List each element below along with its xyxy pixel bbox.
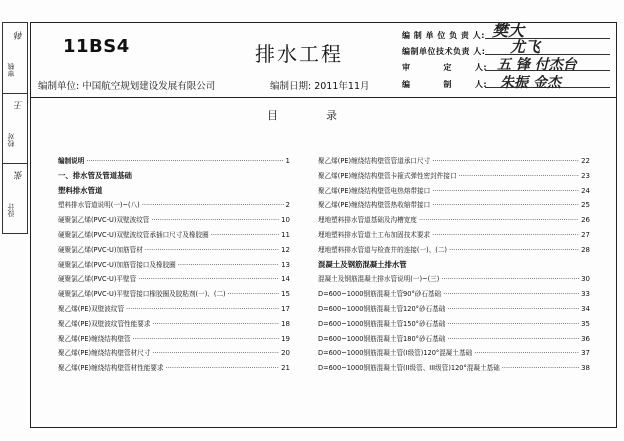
toc-entry-page: 18 <box>281 319 290 328</box>
toc-leader-dots <box>166 361 279 376</box>
resp-label-unit-head: 编 制 单 位 负 责 人: <box>402 31 485 40</box>
toc-leader-dots <box>145 243 279 258</box>
toc-entry[interactable] <box>318 243 590 258</box>
toc-entry-title: D=600~1000钢筋混凝土管120°砂石基础 <box>318 304 446 313</box>
toc-entry-page: 25 <box>581 201 590 210</box>
toc-entry-title: 混凝土及钢筋混凝土排水管说明(一)~(三) <box>318 275 440 284</box>
toc-leader-dots <box>447 332 579 347</box>
toc-entry[interactable] <box>318 332 590 347</box>
toc-entry-page: 26 <box>581 216 590 225</box>
toc-entry-title: 埋地塑料排水管道基础及沟槽宽度 <box>318 216 417 225</box>
toc-entry-title: 编制说明 <box>58 157 85 165</box>
toc-entry-page: 10 <box>281 216 290 225</box>
toc-entry[interactable] <box>58 332 290 347</box>
toc-entry[interactable] <box>318 198 590 213</box>
toc-leader-dots <box>459 169 580 184</box>
toc-leader-dots <box>443 287 579 302</box>
signature-approver: 五 锋 付杰台 <box>497 57 577 73</box>
header-divider <box>30 97 616 98</box>
toc-entry-title: 聚乙烯(PE)双壁波纹管 <box>58 304 125 313</box>
toc-leader-dots <box>449 243 579 258</box>
toc-entry-title: 硬聚氯乙烯(PVC-U)平壁管接口橡胶圈及胶粘剂(一)、(二) <box>58 290 226 299</box>
toc-entry[interactable] <box>318 287 590 302</box>
toc-leader-dots <box>432 198 579 213</box>
toc-entry[interactable] <box>58 198 290 213</box>
margin-approval-strip <box>2 22 28 234</box>
toc-leader-dots <box>86 154 283 169</box>
toc-entry[interactable] <box>318 302 590 317</box>
toc-entry-page: 37 <box>581 349 590 358</box>
toc-entry-page: 21 <box>281 364 290 373</box>
strip-cell-review <box>3 23 27 94</box>
toc-entry-title: 塑料排水管道说明(一)~(八) <box>58 201 140 210</box>
strip-signature-review: 韩 <box>15 31 25 40</box>
toc-entry-page: 35 <box>581 319 590 328</box>
strip-label-review: 审核 <box>7 63 15 77</box>
toc-entry[interactable] <box>58 272 290 287</box>
toc-entry[interactable] <box>318 169 590 184</box>
toc-entry-title: 埋地塑料排水管道土工布加固技术要求 <box>318 230 431 239</box>
toc-entry-title: 聚乙烯(PE)缠绕结构壁管管道承口尺寸 <box>318 157 431 165</box>
toc-leader-dots <box>133 332 279 347</box>
toc-entry-title: 聚乙烯(PE)缠绕结构壁管材尺寸 <box>58 349 151 358</box>
strip-label-design: 设计 <box>7 203 15 217</box>
compiling-unit: 编制单位: 中国航空规划建设发展有限公司 <box>38 81 216 92</box>
toc-entry-title: 聚乙烯(PE)缠绕结构壁管卡箍式弹性密封件接口 <box>318 171 457 180</box>
toc-entry-page: 33 <box>581 290 590 299</box>
toc-leader-dots <box>447 317 579 332</box>
signature-tech-head: 尤飞 <box>510 38 541 56</box>
toc-entry[interactable] <box>318 272 590 287</box>
atlas-title: 排水工程 <box>255 42 343 66</box>
toc-entry-page: 30 <box>581 275 590 284</box>
toc-entry[interactable] <box>318 317 590 332</box>
toc-entry-title: 硬聚氯乙烯(PVC-U)加筋管接口及橡胶圈 <box>58 260 176 269</box>
toc-entry-title: D=600~1000钢筋混凝土管90°砂石基础 <box>318 290 442 299</box>
toc-leader-dots <box>502 361 579 376</box>
toc-entry-page: 17 <box>281 304 290 313</box>
resp-label-compiler: 编 制 人: <box>402 80 488 89</box>
toc-leader-dots <box>441 272 579 287</box>
toc-entry-page: 11 <box>281 230 290 239</box>
toc-title-left: 目 <box>267 109 280 122</box>
toc-title <box>267 107 339 123</box>
toc-entry-title: 硬聚氯乙烯(PVC-U)加筋管材 <box>58 245 143 254</box>
strip-cell-check <box>3 93 27 164</box>
toc-entry[interactable] <box>58 154 290 169</box>
toc-entry-title: 硬聚氯乙烯(PVC-U)双壁波纹管承插口尺寸及橡胶圈 <box>58 230 209 239</box>
toc-leader-dots <box>142 198 284 213</box>
toc-entry-title: D=600~1000钢筋混凝土管(I级管)120°混凝土基础 <box>318 349 473 358</box>
toc-entry-page: 27 <box>581 230 590 239</box>
toc-section-heading: 混凝土及钢筋混凝土排水管 <box>318 259 407 269</box>
resp-label-approver: 审 定 人: <box>402 63 488 72</box>
toc-section-heading: 一、排水管及管道基础 <box>58 170 132 180</box>
toc-entry-page: 23 <box>581 171 590 180</box>
toc-entry-page: 12 <box>281 245 290 254</box>
toc-entry[interactable] <box>58 361 290 376</box>
toc-entry-page: 38 <box>581 364 590 373</box>
toc-entry[interactable] <box>58 317 290 332</box>
compile-date: 编制日期: 2011年11月 <box>270 81 370 92</box>
toc-entry[interactable] <box>318 213 590 228</box>
toc-entry[interactable] <box>58 228 290 243</box>
toc-leader-dots <box>432 154 579 169</box>
toc-leader-dots <box>447 302 579 317</box>
toc-entry-title: 聚乙烯(PE)双壁波纹管性能要求 <box>58 319 151 328</box>
resp-label-tech-head: 编制单位技术负责 人: <box>402 47 486 56</box>
toc-entry-page: 28 <box>581 245 590 254</box>
toc-entry-page: 15 <box>281 290 290 299</box>
toc-entry-title: 埋地塑料排水管道与检查井的连接(一)、(二) <box>318 245 447 254</box>
toc-leader-dots <box>432 228 579 243</box>
toc-entry-title: 硬聚氯乙烯(PVC-U)双壁波纹管 <box>58 216 150 225</box>
toc-leader-dots <box>211 228 279 243</box>
toc-section-heading: 塑料排水管道 <box>58 185 103 195</box>
toc-entry-title: 聚乙烯(PE)缠绕结构壁管热收缩带接口 <box>318 201 431 210</box>
atlas-code: 11BS4 <box>63 36 130 57</box>
toc-leader-dots <box>178 258 279 273</box>
toc-entry-title: D=600~1000钢筋混凝土管(II级管、III级管)120°混凝土基础 <box>318 364 500 373</box>
toc-entry[interactable] <box>318 228 590 243</box>
toc-entry-page: 36 <box>581 334 590 343</box>
toc-entry-page: 14 <box>281 275 290 284</box>
signature-unit-head: 樊大 <box>492 21 525 40</box>
toc-entry[interactable] <box>318 154 590 169</box>
toc-entry-title: 聚乙烯(PE)缠绕结构壁管电热熔带接口 <box>318 186 431 195</box>
toc-entry-page: 34 <box>581 304 590 313</box>
toc-leader-dots <box>138 272 279 287</box>
toc-entry-page: 13 <box>281 260 290 269</box>
toc-entry-title: 聚乙烯(PE)缠绕结构壁管材性能要求 <box>58 364 164 373</box>
toc-entry-page: 20 <box>281 349 290 358</box>
toc-entry[interactable] <box>58 213 290 228</box>
toc-entry[interactable] <box>318 361 590 376</box>
toc-leader-dots <box>228 287 279 302</box>
toc-entry[interactable] <box>318 346 590 361</box>
strip-signature-design: 张 <box>15 171 25 180</box>
toc-entry-page: 22 <box>581 157 590 165</box>
toc-leader-dots <box>151 213 279 228</box>
strip-cell-design <box>3 163 27 232</box>
toc-entry-page: 1 <box>285 157 290 165</box>
toc-title-right: 录 <box>326 109 339 122</box>
toc-leader-dots <box>152 346 279 361</box>
signature-compiler: 朱振 金杰 <box>500 75 561 91</box>
toc-entry[interactable] <box>58 287 290 302</box>
toc-leader-dots <box>152 317 279 332</box>
strip-label-check: 校对 <box>7 133 15 147</box>
toc-leader-dots <box>419 213 579 228</box>
toc-entry-page: 24 <box>581 186 590 195</box>
toc-entry-page: 2 <box>285 201 290 210</box>
toc-entry-page: 19 <box>281 334 290 343</box>
toc-leader-dots <box>474 346 579 361</box>
toc-entry[interactable] <box>58 346 290 361</box>
strip-signature-check: 王 <box>15 101 25 110</box>
toc-leader-dots <box>126 302 279 317</box>
toc-leader-dots <box>432 184 579 199</box>
toc-column-left <box>58 154 290 376</box>
toc-entry[interactable] <box>318 184 590 199</box>
toc-entry-title: 聚乙烯(PE)缠绕结构壁管 <box>58 334 131 343</box>
toc-entry[interactable] <box>58 258 290 273</box>
toc-entry-title: D=600~1000钢筋混凝土管180°砂石基础 <box>318 334 446 343</box>
toc-entry[interactable] <box>58 302 290 317</box>
toc-entry-title: D=600~1000钢筋混凝土管150°砂石基础 <box>318 319 446 328</box>
toc-entry[interactable] <box>58 243 290 258</box>
toc-entry-title: 硬聚氯乙烯(PVC-U)平壁管 <box>58 275 137 284</box>
toc-column-right <box>318 154 590 376</box>
